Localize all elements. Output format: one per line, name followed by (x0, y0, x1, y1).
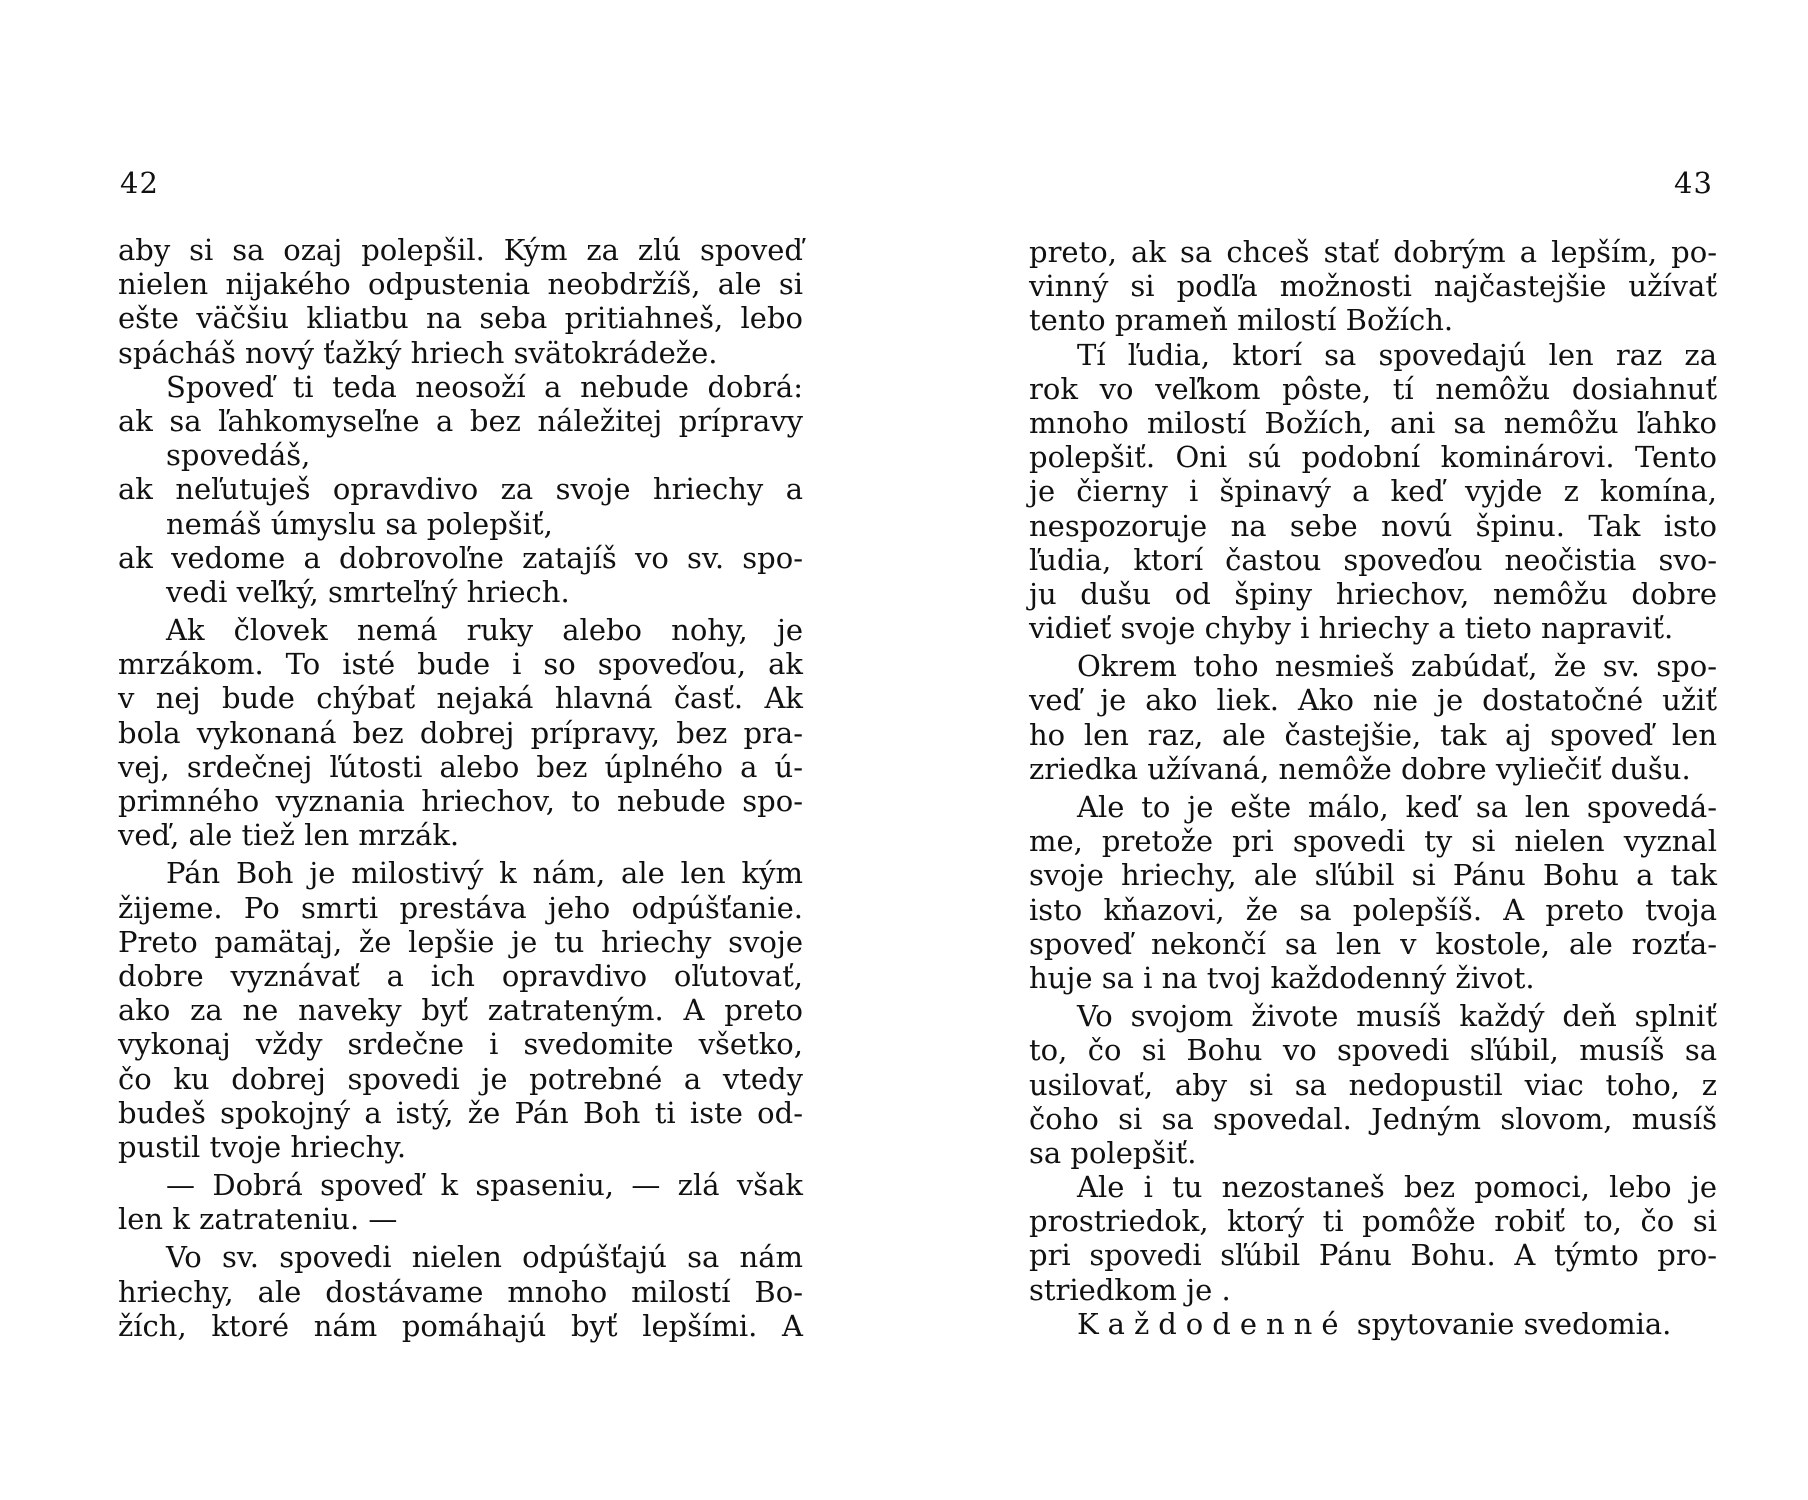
text-line: Spoveď ti teda neosoží a nebude dobrá: (166, 369, 803, 404)
text-line: v nej bude chýbať nejaká hlavná časť. Ak (118, 681, 803, 716)
text-line: Ale to je ešte málo, keď sa len spovedá- (1077, 790, 1717, 824)
text-line: ak neľutuješ opravdivo za svoje hriechy a (118, 472, 803, 507)
text-line: bola vykonaná bez dobrej prípravy, bez pra- (118, 715, 803, 750)
text-line: preto, ak sa chceš stať dobrým a lepším, po- (1029, 235, 1717, 269)
text-line: isto kňazovi, že sa polepšíš. A preto tvoja (1029, 892, 1717, 927)
text-line: mrzákom. To isté bude i so spoveďou, ak (118, 647, 803, 682)
text-line: dobre vyznávať a ich opravdivo oľutovať, (118, 958, 803, 993)
text-line: sa polepšiť. (1029, 1135, 1197, 1170)
text-line: aby si sa ozaj polepšil. Kým za zlú spoveď (118, 233, 803, 267)
right-page (904, 0, 1808, 1500)
text-line: ľudia, ktorí častou spoveďou neočistia svo- (1029, 542, 1717, 577)
text-line: usilovať, aby si sa nedopustil viac toho, z (1029, 1067, 1717, 1102)
text-line: čoho si sa spovedal. Jedným slovom, musíš (1029, 1101, 1717, 1136)
text-line: Pán Boh je milostivý k nám, ale len kým (166, 856, 803, 891)
text-line: nielen nijakého odpustenia neobdržíš, ale si (118, 267, 803, 302)
text-line: čo ku dobrej spovedi je potrebné a vtedy (118, 1061, 803, 1096)
text-line: Preto pamätaj, že lepšie je tu hriechy svoje (118, 924, 803, 959)
text-line: — Dobrá spoveď k spaseniu, — zlá však (166, 1168, 803, 1203)
text-line: ho len raz, ale častejšie, tak aj spoveď len (1029, 717, 1717, 752)
text-line: žijeme. Po smrti prestáva jeho odpúšťanie. (118, 890, 803, 925)
text-line: ako za ne naveky byť zatrateným. A preto (118, 993, 803, 1028)
text-line: ju dušu od špiny hriechov, nemôžu dobre (1029, 576, 1717, 611)
text-line: to, čo si Bohu vo spovedi sľúbil, musíš sa (1029, 1033, 1717, 1068)
text-line: zriedka užívaná, nemôže dobre vyliečiť dušu. (1029, 751, 1691, 786)
text-line: polepšiť. Oni sú podobní kominárovi. Tento (1029, 440, 1717, 475)
text-line: ak vedome a dobrovoľne zatajíš vo sv. spo- (118, 540, 803, 575)
text-line: budeš spokojný a istý, že Pán Boh ti iste od- (118, 1095, 803, 1130)
text-line: vinný si podľa možnosti najčastejšie užívať (1029, 269, 1717, 304)
text-line: mnoho milostí Božích, ani sa nemôžu ľahko (1029, 405, 1717, 440)
text-line: svoje hriechy, ale sľúbil si Pánu Bohu a tak (1029, 858, 1717, 893)
page-body (1029, 235, 1717, 1341)
text-line: len k zatrateniu. — (118, 1202, 398, 1237)
text-line: spoveď nekončí sa len v kostole, ale rozťa- (1029, 926, 1717, 961)
text-line: rok vo veľkom pôste, tí nemôžu dosiahnuť (1029, 371, 1717, 406)
text-line: striedkom je . (1029, 1272, 1231, 1307)
text-line: hriechy, ale dostávame mnoho milostí Bo- (118, 1274, 803, 1309)
text-line: je čierny i špinavý a keď vyjde z komína, (1029, 474, 1717, 509)
page-number: 42 (120, 166, 159, 200)
text-line: Ale i tu nezostaneš bez pomoci, lebo je (1077, 1170, 1717, 1205)
text-line: pustil tvoje hriechy. (118, 1129, 407, 1164)
emphasized-heading: Každodenné (1077, 1306, 1348, 1341)
text-line: veď je ako liek. Ako nie je dostatočné užiť (1029, 683, 1717, 718)
text-line: spácháš nový ťažký hriech svätokrádeže. (118, 335, 718, 370)
page-body (118, 233, 803, 1343)
text-line: Vo sv. spovedi nielen odpúšťajú sa nám (166, 1240, 803, 1275)
text-line: žích, ktoré nám pomáhajú byť lepšími. A (118, 1308, 803, 1343)
text-line: Tí ľudia, ktorí sa spovedajú len raz za (1077, 337, 1717, 372)
text-line: Ak človek nemá ruky alebo nohy, je (166, 613, 803, 648)
text-line: nespozoruje na sebe novú špinu. Tak isto (1029, 508, 1717, 543)
text-line: veď, ale tiež len mrzák. (118, 818, 460, 853)
page-number: 43 (1674, 166, 1713, 200)
text-line: tento prameň milostí Božích. (1029, 303, 1454, 338)
closing-line-text: spytovanie svedomia. (1356, 1306, 1672, 1341)
text-line: vedi veľký, smrteľný hriech. (166, 574, 570, 609)
text-line: vykonaj vždy srdečne i svedomite všetko, (118, 1027, 803, 1062)
text-line: primného vyznania hriechov, to nebude spo- (118, 784, 803, 818)
text-line: ak sa ľahkomyseľne a bez náležitej prípravy (118, 403, 803, 438)
text-line: huje sa i na tvoj každodenný život. (1029, 960, 1535, 995)
text-line: vidieť svoje chyby i hriechy a tieto napraviť. (1029, 611, 1674, 646)
text-line: Vo svojom živote musíš každý deň splniť (1077, 999, 1717, 1034)
text-line: nemáš úmyslu sa polepšiť, (166, 506, 553, 541)
text-line: spovedáš, (166, 438, 311, 473)
text-line: prostriedok, ktorý ti pomôže robiť to, čo si (1029, 1204, 1717, 1239)
text-line: Okrem toho nesmieš zabúdať, že sv. spo- (1077, 649, 1717, 684)
text-line: pri spovedi sľúbil Pánu Bohu. A týmto pro- (1029, 1238, 1717, 1273)
text-line: me, pretože pri spovedi ty si nielen vyznal (1029, 824, 1717, 859)
text-line: ešte väčšiu kliatbu na seba pritiahneš, lebo (118, 301, 803, 336)
closing-line (1029, 1307, 1717, 1341)
text-line: vej, srdečnej ľútosti alebo bez úplného a ú- (118, 749, 803, 784)
